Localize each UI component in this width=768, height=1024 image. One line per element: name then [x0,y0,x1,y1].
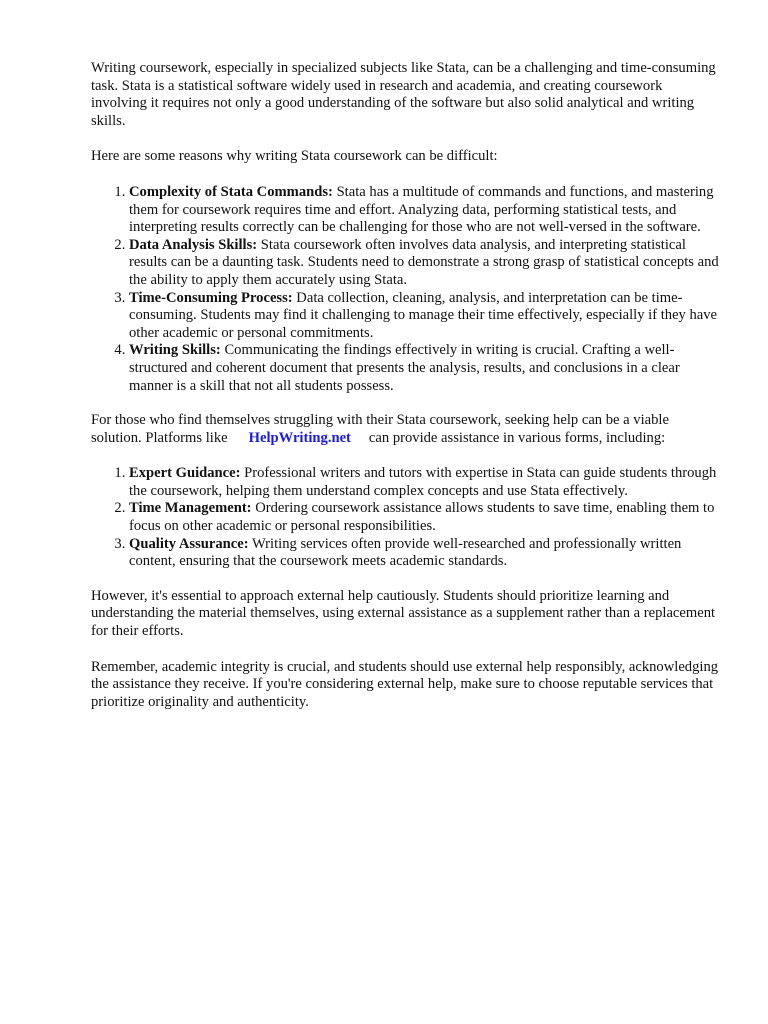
list-item [129,465,721,500]
reasons-heading: Here are some reasons why writing Stata coursework can be difficult: [91,148,498,165]
list-item-text: Communicating the findings effectively in writing is crucial. Crafting a well-structured and coherent document that presents the analysis, results, and conclusions in a clear manner is a skill that not all students possess. [129,342,680,394]
list-item-term: Writing Skills: [129,342,221,359]
list-item [129,290,721,343]
help-paragraph [91,412,721,447]
reasons-list [91,184,721,395]
list-item [129,342,721,395]
closing-paragraph: Remember, academic integrity is crucial, and students should use external help responsibly, acknowledging the assistance they receive. If you're considering external help, make sure to choose reputable services that prioritize originality and authenticity. [91,658,719,710]
list-item-term: Data Analysis Skills: [129,236,258,253]
list-item [129,237,721,290]
list-item-term: Expert Guidance: [129,465,241,482]
list-item-term: Time Management: [129,500,252,517]
helpwriting-link[interactable]: HelpWriting.net [248,429,351,446]
list-item-text: Stata coursework often involves data analysis, and interpreting statistical results can be a daunting task. Students need to demonstrate a strong grasp of statistical concepts and the ability to apply them accurately using Stata. [129,236,719,288]
list-item-term: Quality Assurance: [129,535,249,552]
list-item-text: Ordering coursework assistance allows students to save time, enabling them to focus on other academic or personal responsibilities. [129,500,715,535]
intro-paragraph: Writing coursework, especially in specialized subjects like Stata, can be a challenging and time-consuming task. Stata is a statistical software widely used in research and academia, and creating coursework involving it requires not only a good understanding of the software but also solid analytical and writing skills. [91,60,716,129]
list-item-term: Time-Consuming Process: [129,289,293,306]
list-item [129,536,721,571]
list-item [129,184,721,237]
document-page [91,60,721,729]
benefits-list [91,465,721,571]
caution-paragraph: However, it's essential to approach external help cautiously. Students should prioritize learning and understanding the material themselves, using external assistance as a supplement rather than a replacement for their efforts. [91,587,716,640]
help-text-before: For those who find themselves struggling with their Stata coursework, seeking help can be a viable solution. Platforms like [91,412,669,446]
list-item [129,500,721,535]
list-item-text: Stata has a multitude of commands and functions, and mastering them for coursework requires time and effort. Analyzing data, performing statistical tests, and interpreting results correctly can be challenging for those who are not well-versed in the software. [129,183,714,236]
list-item-text: Professional writers and tutors with expertise in Stata can guide students through the coursework, helping them understand complex concepts and use Stata effectively. [129,465,717,499]
list-item-text: Data collection, cleaning, analysis, and interpretation can be time-consuming. Students may find it challenging to manage their time effectively, especially if they have other academic or personal commitments. [129,289,718,341]
help-text-after: can provide assistance in various forms, including: [368,429,666,446]
list-item-term: Complexity of Stata Commands: [129,183,333,200]
list-item-text: Writing services often provide well-researched and professionally written content, ensuring that the coursework meets academic standards. [129,535,682,570]
